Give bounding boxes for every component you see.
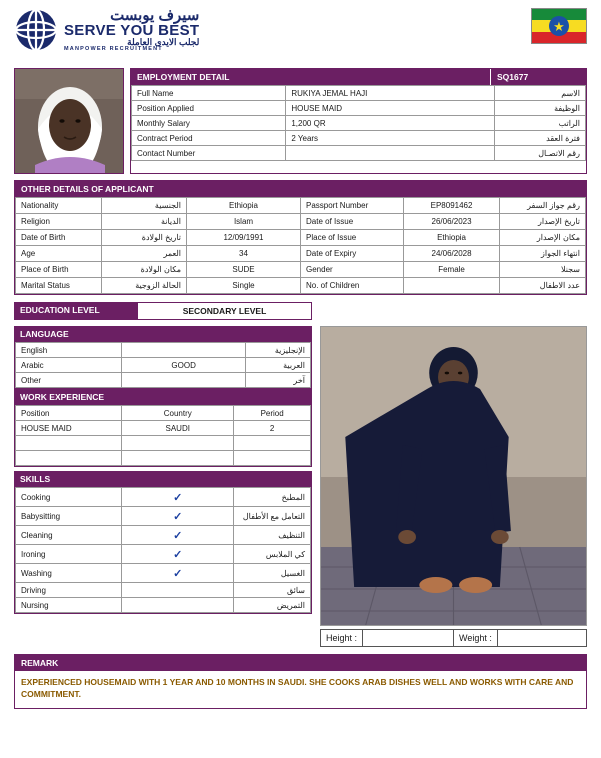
table-row: [16, 436, 311, 451]
emp-value-4: [286, 146, 495, 161]
work-position-2: [16, 451, 122, 466]
od-value-0: Ethiopia: [187, 198, 301, 214]
work-period-0: 2: [234, 421, 311, 436]
document-header: [14, 8, 587, 66]
skill-name-6: Nursing: [16, 598, 122, 613]
work-period-1: [234, 436, 311, 451]
emp-value-1: HOUSE MAID: [286, 101, 495, 116]
od-value-5: Single: [187, 278, 301, 294]
skill-name-1: Babysitting: [16, 507, 122, 526]
work-country-0: SAUDI: [122, 421, 234, 436]
lang-name-2: Other: [16, 373, 122, 388]
od-label2-ar-5: عدد الاطفال: [500, 278, 586, 294]
company-logo: [14, 8, 199, 53]
od-label2-ar-1: تاريخ الإصدار: [500, 214, 586, 230]
emp-label-3: Contract Period: [132, 131, 286, 146]
od-label-0: Nationality: [16, 198, 102, 214]
od-value2-3: 24/06/2028: [403, 246, 500, 262]
lang-name-0: English: [16, 343, 122, 358]
work-country-1: [122, 436, 234, 451]
work-experience-block: [14, 389, 312, 467]
applicant-portrait-photo: [14, 68, 124, 174]
work-header-2: Period: [234, 406, 311, 421]
od-label-ar-1: الديانة: [101, 214, 187, 230]
lower-section: [14, 326, 587, 647]
skill-check-2: ✓: [122, 526, 234, 545]
table-row: [16, 545, 311, 564]
remark-title: REMARK: [15, 655, 586, 671]
od-label-5: Marital Status: [16, 278, 102, 294]
employment-detail-table: [131, 85, 586, 161]
applicant-code: SQ1677: [490, 69, 586, 85]
table-row: [16, 343, 311, 358]
skill-name-ar-3: كي الملابس: [234, 545, 311, 564]
table-row: [16, 451, 311, 466]
table-header-row: [16, 406, 311, 421]
weight-field-group: [453, 630, 586, 646]
ethiopia-flag-icon: [531, 8, 587, 44]
od-label2-ar-3: انتهاء الجواز: [500, 246, 586, 262]
table-row: [16, 230, 586, 246]
emp-label-ar-4: رقم الاتصـال: [495, 146, 586, 161]
flag-emblem: ★: [549, 16, 569, 36]
work-experience-table: [15, 405, 311, 466]
employment-detail-title: EMPLOYMENT DETAIL: [131, 69, 490, 85]
table-row: [16, 421, 311, 436]
lang-name-ar-2: آخر: [246, 373, 311, 388]
skills-block: [14, 471, 312, 614]
od-label-1: Religion: [16, 214, 102, 230]
skill-name-4: Washing: [16, 564, 122, 583]
table-row: [16, 488, 311, 507]
od-value-2: 12/09/1991: [187, 230, 301, 246]
lower-left-column: [14, 326, 312, 647]
skill-check-5: [122, 583, 234, 598]
od-label2-3: Date of Expiry: [301, 246, 404, 262]
table-row: [16, 246, 586, 262]
skill-name-5: Driving: [16, 583, 122, 598]
skills-title: SKILLS: [14, 471, 312, 487]
skill-check-1: ✓: [122, 507, 234, 526]
od-value-1: Islam: [187, 214, 301, 230]
skill-name-ar-6: التمريض: [234, 598, 311, 613]
od-label-ar-4: مكان الولادة: [101, 262, 187, 278]
od-label2-1: Date of Issue: [301, 214, 404, 230]
weight-value[interactable]: [497, 630, 586, 646]
remark-text: EXPERIENCED HOUSEMAID WITH 1 YEAR AND 10 MONTHS IN SAUDI. SHE COOKS ARAB DISHES WELL AND WORKS WITH CARE AND COMMITMENT.: [21, 677, 574, 700]
skill-name-ar-0: المطبخ: [234, 488, 311, 507]
od-value2-1: 26/06/2023: [403, 214, 500, 230]
emp-label-0: Full Name: [132, 86, 286, 101]
od-label2-2: Place of Issue: [301, 230, 404, 246]
emp-label-ar-3: فترة العقد: [495, 131, 586, 146]
emp-label-ar-0: الاسم: [495, 86, 586, 101]
table-row: [16, 526, 311, 545]
skill-name-ar-1: التعامل مع الأطفال: [234, 507, 311, 526]
emp-value-0: RUKIYA JEMAL HAJI: [286, 86, 495, 101]
language-block: [14, 326, 312, 389]
od-label2-ar-2: مكان الإصدار: [500, 230, 586, 246]
od-label-2: Date of Birth: [16, 230, 102, 246]
table-row: [16, 198, 586, 214]
work-country-2: [122, 451, 234, 466]
table-row: [16, 598, 311, 613]
height-field-group: [321, 630, 453, 646]
employment-section: [14, 68, 587, 174]
work-position-1: [16, 436, 122, 451]
table-row: [16, 373, 311, 388]
od-label2-0: Passport Number: [301, 198, 404, 214]
work-period-2: [234, 451, 311, 466]
emp-label-2: Monthly Salary: [132, 116, 286, 131]
od-value2-2: Ethiopia: [403, 230, 500, 246]
skills-table: [15, 487, 311, 613]
skill-check-0: ✓: [122, 488, 234, 507]
table-row: [132, 116, 586, 131]
od-label-ar-3: العمر: [101, 246, 187, 262]
od-value2-0: EP8091462: [403, 198, 500, 214]
od-label-4: Place of Birth: [16, 262, 102, 278]
employment-detail-title-row: [131, 69, 586, 85]
emp-label-1: Position Applied: [132, 101, 286, 116]
other-details-table: [15, 197, 586, 294]
od-value2-4: Female: [403, 262, 500, 278]
lang-name-ar-0: الإنجليزية: [246, 343, 311, 358]
od-label2-ar-4: سجنلا: [500, 262, 586, 278]
od-value2-5: [403, 278, 500, 294]
od-value-4: SUDE: [187, 262, 301, 278]
remark-block: [14, 654, 587, 709]
od-label-ar-2: تاريخ الولادة: [101, 230, 187, 246]
skill-check-3: ✓: [122, 545, 234, 564]
employment-detail-block: [130, 68, 587, 174]
other-details-block: [14, 180, 587, 295]
table-row: [16, 358, 311, 373]
skill-name-3: Ironing: [16, 545, 122, 564]
emp-value-3: 2 Years: [286, 131, 495, 146]
table-row: [16, 507, 311, 526]
od-label-ar-5: الحالة الزوجية: [101, 278, 187, 294]
logo-arabic-title: سيرف يوبست: [110, 7, 200, 24]
od-label2-ar-0: رقم جواز السفر: [500, 198, 586, 214]
measurements-row: [320, 629, 587, 647]
skill-check-4: ✓: [122, 564, 234, 583]
skill-check-6: [122, 598, 234, 613]
education-level-label: EDUCATION LEVEL: [14, 302, 138, 320]
skill-name-ar-5: سائق: [234, 583, 311, 598]
language-title: LANGUAGE: [14, 326, 312, 342]
applicant-fullbody-photo: [320, 326, 587, 626]
lang-level-1: GOOD: [122, 358, 246, 373]
globe-icon: [14, 8, 58, 52]
weight-label: Weight :: [459, 633, 492, 643]
skill-name-ar-2: التنظيف: [234, 526, 311, 545]
od-label-ar-0: الجنسية: [101, 198, 187, 214]
emp-label-4: Contact Number: [132, 146, 286, 161]
od-label2-4: Gender: [301, 262, 404, 278]
od-label2-5: No. of Children: [301, 278, 404, 294]
lang-level-2: [122, 373, 246, 388]
lower-right-column: [320, 326, 587, 647]
lang-name-1: Arabic: [16, 358, 122, 373]
table-row: [132, 86, 586, 101]
table-row: [16, 278, 586, 294]
lang-level-0: [122, 343, 246, 358]
table-row: [16, 214, 586, 230]
od-value-3: 34: [187, 246, 301, 262]
emp-value-2: 1,200 QR: [286, 116, 495, 131]
emp-label-ar-1: الوظيفة: [495, 101, 586, 116]
work-experience-title: WORK EXPERIENCE: [14, 389, 312, 405]
od-label-3: Age: [16, 246, 102, 262]
skill-name-0: Cooking: [16, 488, 122, 507]
education-level-value: SECONDARY LEVEL: [138, 302, 312, 320]
height-value[interactable]: [362, 630, 453, 646]
skill-name-2: Cleaning: [16, 526, 122, 545]
table-row: [132, 101, 586, 116]
work-position-0: HOUSE MAID: [16, 421, 122, 436]
table-row: [16, 583, 311, 598]
skill-name-ar-4: الغسيل: [234, 564, 311, 583]
table-row: [132, 146, 586, 161]
work-header-0: Position: [16, 406, 122, 421]
table-row: [16, 564, 311, 583]
logo-tagline: MANPOWER RECRUITMENT: [64, 46, 163, 52]
emp-label-ar-2: الراتب: [495, 116, 586, 131]
height-label: Height :: [326, 633, 358, 643]
lang-name-ar-1: العربية: [246, 358, 311, 373]
language-table: [15, 342, 311, 388]
logo-arabic-subtitle: لجلب الايدى العاملة: [127, 37, 200, 47]
table-row: [16, 262, 586, 278]
table-row: [132, 131, 586, 146]
other-details-title: OTHER DETAILS OF APPLICANT: [15, 181, 586, 197]
work-header-1: Country: [122, 406, 234, 421]
logo-english-title: SERVE YOU BEST: [64, 22, 200, 39]
education-level-row: [14, 302, 312, 320]
